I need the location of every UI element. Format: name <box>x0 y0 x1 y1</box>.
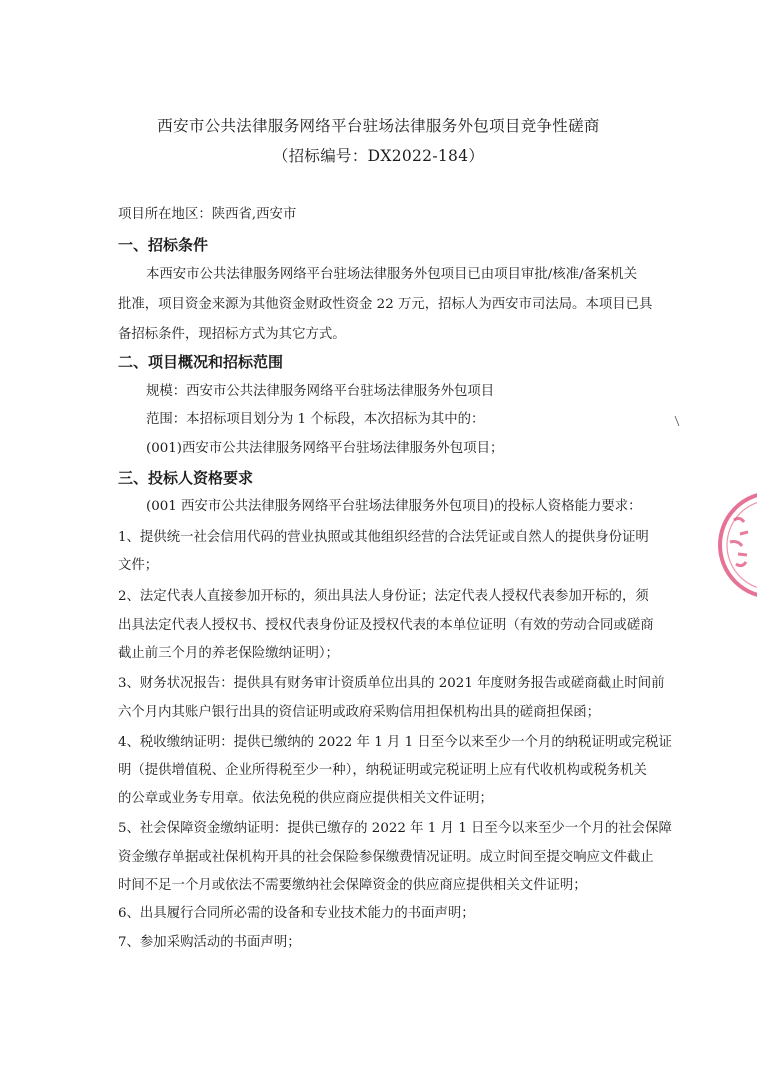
requirement-line: 资金缴存单据或社保机构开具的社会保险参保缴费情况证明。成立时间至提交响应文件截止 <box>118 850 654 865</box>
section1-line: 本西安市公共法律服务网络平台驻场法律服务外包项目已由项目审批/核准/备案机关 <box>146 267 638 282</box>
seal-ring <box>720 493 757 597</box>
region-line: 项目所在地区：陕西省,西安市 <box>118 207 297 222</box>
official-seal-stamp <box>712 480 757 610</box>
bid-number: （招标编号：DX2022-184） <box>272 147 485 165</box>
section1-line: 备招标条件，现招标方式为其它方式。 <box>118 327 346 342</box>
requirement-line: 3、财务状况报告：提供具有财务审计资质单位出具的 2021 年度财务报告或磋商截止时间前 <box>118 676 665 691</box>
requirement-line: 4、税收缴纳证明：提供已缴纳的 2022 年 1 月 1 日至今以来至少一个月的纳税证明或完税证 <box>118 735 672 750</box>
scan-mark <box>674 416 680 426</box>
section1-heading: 一、招标条件 <box>118 236 209 254</box>
requirement-line: 文件； <box>118 558 159 573</box>
section3-heading: 三、投标人资格要求 <box>118 469 254 487</box>
requirement-line: 6、出具履行合同所必需的设备和专业技术能力的书面声明； <box>118 906 475 921</box>
requirement-line: 5、社会保障资金缴纳证明：提供已缴存的 2022 年 1 月 1 日至今以来至少一个月的社会保障 <box>118 821 672 836</box>
section2-scope: 范围：本招标项目划分为 1 个标段，本次招标为其中的： <box>146 412 485 427</box>
section2-lot: (001)西安市公共法律服务网络平台驻场法律服务外包项目； <box>146 441 504 456</box>
requirement-line: 时间不足一个月或依法不需要缴纳社会保障资金的供应商应提供相关文件证明； <box>118 878 587 893</box>
requirement-line: 截止前三个月的养老保险缴纳证明）； <box>118 646 339 661</box>
requirement-line: 1、提供统一社会信用代码的营业执照或其他组织经营的合法凭证或自然人的提供身份证明 <box>118 530 649 545</box>
requirement-line: 出具法定代表人授权书、授权代表身份证及授权代表的本单位证明（有效的劳动合同或磋商 <box>118 618 654 633</box>
requirement-line: 的公章或业务专用章。依法免税的供应商应提供相关文件证明； <box>118 791 493 806</box>
doc-title: 西安市公共法律服务网络平台驻场法律服务外包项目竞争性磋商 <box>157 117 600 135</box>
section3-intro: (001 西安市公共法律服务网络平台驻场法律服务外包项目)的投标人资格能力要求： <box>146 499 642 514</box>
seal-glyph <box>730 518 748 565</box>
requirement-line: 2、法定代表人直接参加开标的，须出具法人身份证；法定代表人授权代表参加开标的，须 <box>118 589 649 604</box>
requirement-line: 7、参加采购活动的书面声明； <box>118 935 301 950</box>
requirement-line: 明（提供增值税、企业所得税至少一种），纳税证明或完税证明上应有代收机构或税务机关 <box>118 763 647 778</box>
section2-heading: 二、项目概况和招标范围 <box>118 353 284 371</box>
requirement-line: 六个月内其账户银行出具的资信证明或政府采购信用担保机构出具的磋商担保函； <box>118 705 601 720</box>
section1-line: 批准，项目资金来源为其他资金财政性资金 22 万元，招标人为西安市司法局。本项目已具 <box>118 297 653 312</box>
section2-scale: 规模：西安市公共法律服务网络平台驻场法律服务外包项目 <box>146 384 495 399</box>
